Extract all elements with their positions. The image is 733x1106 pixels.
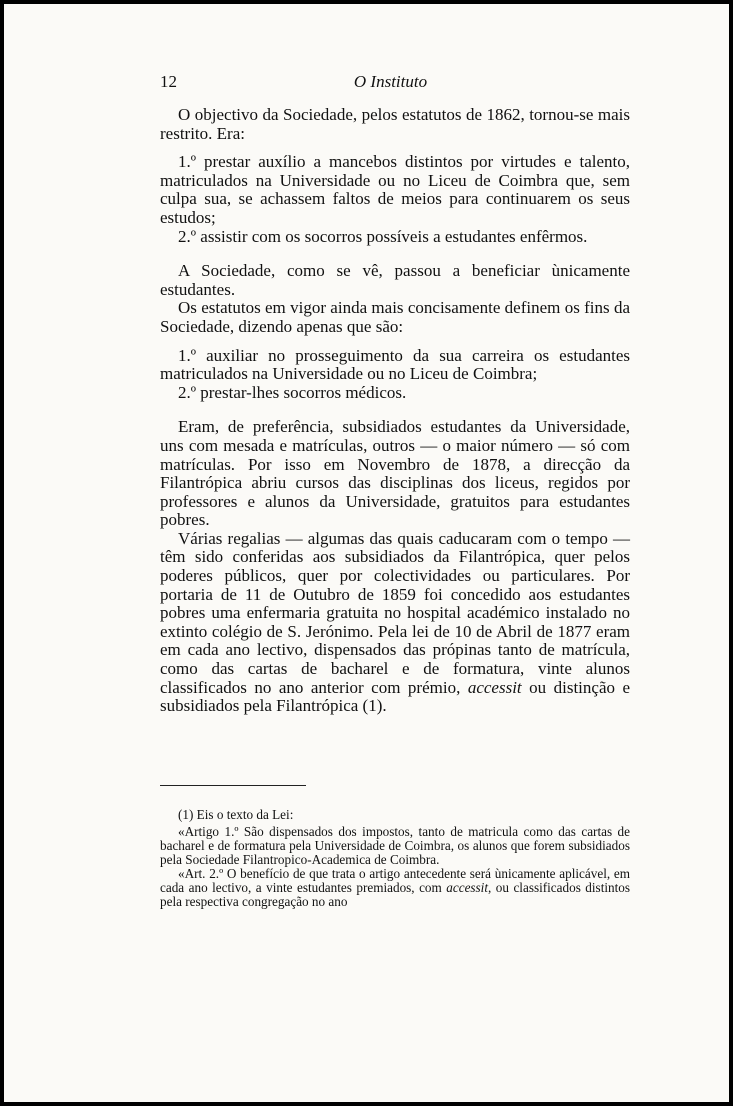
privileges-text: Várias regalias — algumas das quais caducaram com o tempo — têm sido conferidas aos subsidiados da Filantrópica, quer pelos poderes públicos, quer por colectividades ou particulares. Por portaria de 11 de Outubro de 1859 foi concedido aos estudantes pobres uma enfermaria gratuita no hospital académico instalado no extinto colégio de S. Jerónimo. Pela lei de 10 de Abril de 1877 eram em cada ano lectivo, dispensados das própinas tanto de matrícula, como das cartas de bacharel e de formatura, vinte alunos classificados no ano anterior com prémio, bbox=[160, 528, 630, 697]
footnotes bbox=[160, 808, 630, 909]
footnote-article-2-text: «Art. 2.º O benefício de que trata o artigo antecedente será ùnicamente aplicável, em cada ano lectivo, a vinte estudantes premiados, com bbox=[160, 866, 630, 895]
body-text bbox=[160, 106, 630, 716]
footnote-accessit-term: accessit bbox=[446, 880, 489, 895]
paragraph-objective: O objectivo da Sociedade, pelos estatutos de 1862, tornou-se mais restrito. Era: bbox=[160, 105, 630, 143]
footnote-separator bbox=[160, 785, 306, 786]
footnote-marker: (1) Eis o texto da Lei: bbox=[178, 807, 294, 822]
accessit-term: accessit bbox=[467, 677, 522, 697]
page-number: 12 bbox=[160, 72, 177, 91]
footnote-article-1: «Artigo 1.º São dispensados dos impostos, tanto de matricula como das cartas de bacharel e de formatura pela Universidade de Coimbra, os alunos que forem subsidiados pela Sociedade Filantropico-Academica de Coimbra. bbox=[160, 824, 630, 867]
paragraph-beneficiaries: A Sociedade, como se vê, passou a beneficiar ùnicamente estudantes. bbox=[160, 261, 630, 299]
privileges-end: ou distinção e subsidiados pela Filantrópica (1). bbox=[160, 677, 631, 716]
paragraph-subsidies: Eram, de preferência, subsidiados estudantes da Universidade, uns com mesada e matrículas, outros — o maior número — só com matrículas. Por isso em Novembro de 1878, a direcção da Filantrópica abriu cursos das disciplinas dos liceus, regidos por professores e alunos da Universidade, gratuitos para estudantes pobres. bbox=[160, 417, 630, 530]
footnote-article-2-end: , ou classificados distintos pela respectiva congregação no ano bbox=[160, 880, 630, 909]
book-page bbox=[4, 4, 729, 1102]
list-item-1862-1: 1.º prestar auxílio a mancebos distintos por virtudes e talento, matriculados na Universidade ou no Liceu de Coimbra que, sem culpa sua, se achassem faltos de meios para continuarem os seus estudos; bbox=[160, 152, 630, 227]
list-item-current-1: 1.º auxiliar no prosseguimento da sua carreira os estudantes matriculados na Universidade ou no Liceu de Coimbra; bbox=[160, 345, 630, 384]
page-header bbox=[160, 72, 621, 94]
list-item-current-2: 2.º prestar-lhes socorros médicos. bbox=[178, 382, 407, 402]
paragraph-current-statutes: Os estatutos em vigor ainda mais concisamente definem os fins da Sociedade, dizendo apenas que são: bbox=[160, 298, 630, 336]
running-title: O Instituto bbox=[353, 72, 428, 91]
paragraph-privileges bbox=[160, 530, 630, 716]
list-item-1862-2: 2.º assistir com os socorros possíveis a estudantes enfêrmos. bbox=[178, 226, 588, 246]
footnote-article-2 bbox=[160, 867, 630, 909]
